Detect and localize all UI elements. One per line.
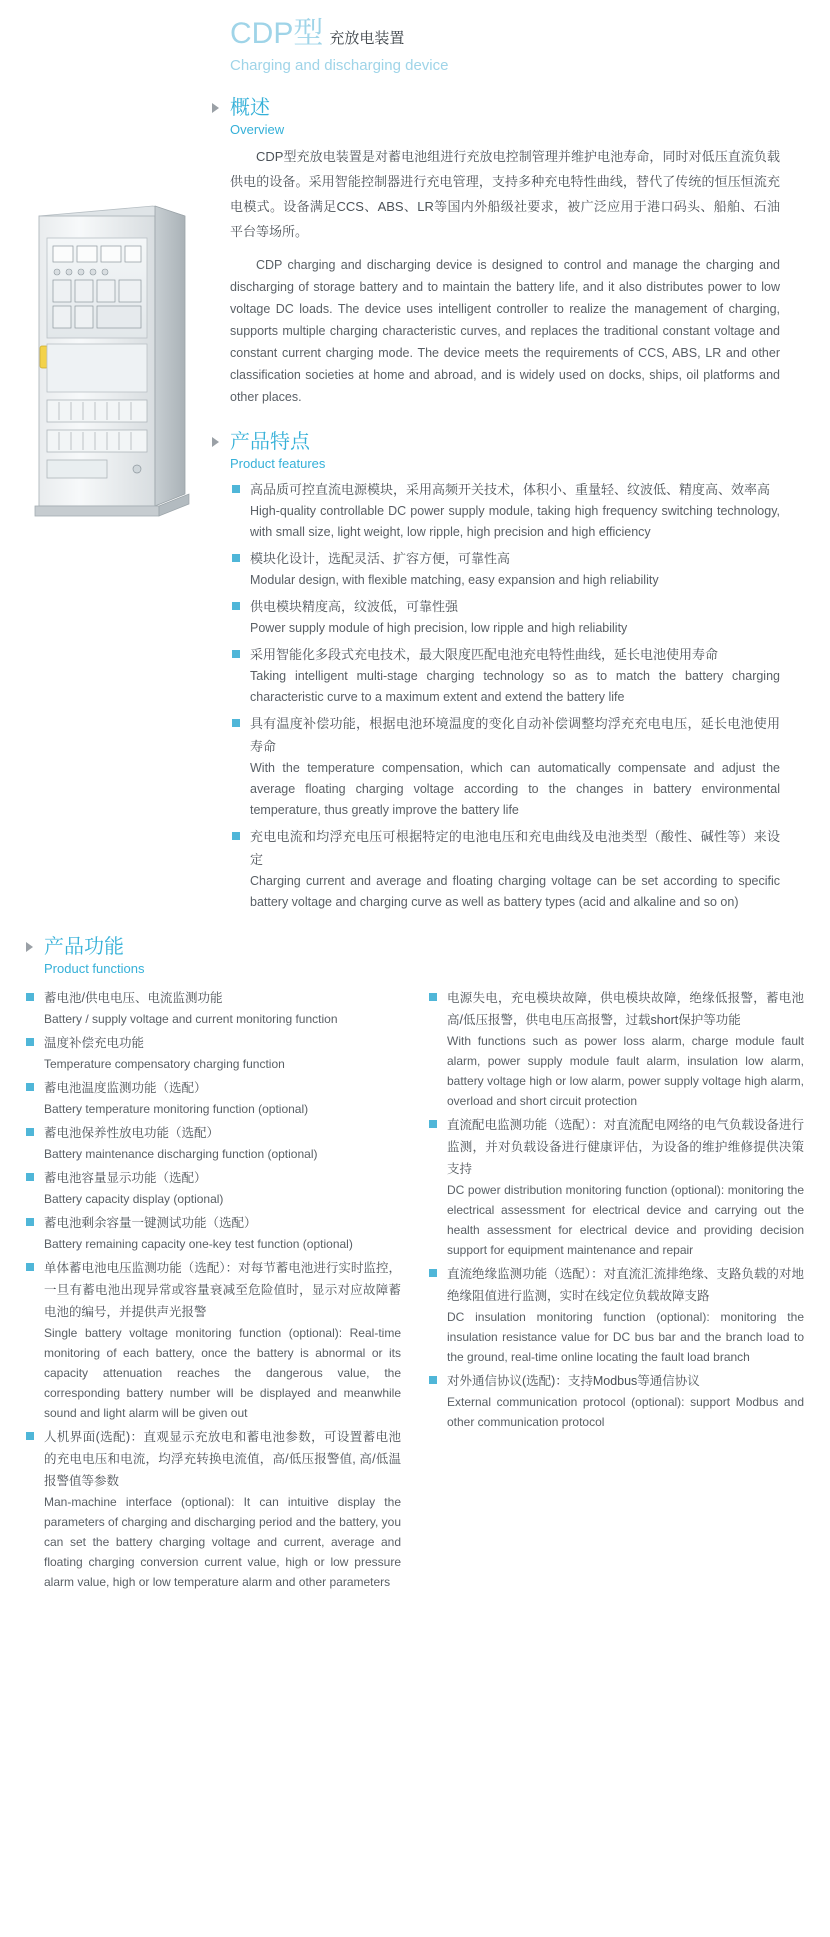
- function-en: Battery capacity display (optional): [44, 1192, 224, 1206]
- functions-section: [0, 935, 830, 1615]
- square-bullet-icon: [26, 993, 34, 1001]
- function-cn: 蓄电池剩余容量一键测试功能（选配）: [44, 1216, 257, 1230]
- function-cn: 温度补偿充电功能: [44, 1036, 145, 1050]
- square-bullet-icon: [26, 1128, 34, 1136]
- function-en: Battery temperature monitoring function (optional): [44, 1102, 309, 1116]
- functions-heading-cn: 产品功能: [44, 936, 124, 958]
- function-cn: 电源失电，充电模块故障，供电模块故障，绝缘低报警，蓄电池高/低压报警，供电电压高报警，过载short保护等功能: [447, 991, 804, 1027]
- function-cn: 蓄电池温度监测功能（选配）: [44, 1081, 207, 1095]
- list-item: [26, 1077, 401, 1119]
- title-cn-sub: 充放电装置: [329, 30, 405, 47]
- list-item: [26, 1257, 401, 1423]
- function-en: Single battery voltage monitoring function (optional): Real-time monitoring of each battery, once the battery is abnormal or its capacity attenuation reaches the dangerous value, the corresponding battery number will be displayed and meanwhile sound and light alarm will be given out: [44, 1326, 401, 1420]
- list-item: [26, 1426, 401, 1592]
- list-item: [26, 1122, 401, 1164]
- square-bullet-icon: [26, 1218, 34, 1226]
- feature-en: With the temperature compensation, which can automatically compensate and adjust the average floating charging voltage according to the changes in battery environmental temperature, thus greatly improve the battery life: [250, 761, 780, 817]
- top-section: [0, 96, 830, 913]
- function-en: Battery / supply voltage and current monitoring function: [44, 1012, 338, 1026]
- product-image: [25, 194, 205, 524]
- square-bullet-icon: [26, 1083, 34, 1091]
- functions-heading-en: Product functions: [44, 961, 145, 976]
- feature-cn: 充电电流和均浮充电压可根据特定的电池电压和充电曲线及电池类型（酸性、碱性等）来设定: [250, 829, 780, 867]
- square-bullet-icon: [429, 993, 437, 1001]
- list-item: [429, 1114, 804, 1260]
- functions-left-column: [26, 987, 401, 1595]
- feature-en: High-quality controllable DC power supply module, taking high frequency switching technology, with small size, light weight, low ripple, high precision and high efficiency: [250, 504, 780, 539]
- function-en: Battery maintenance discharging function (optional): [44, 1147, 318, 1161]
- function-en: Battery remaining capacity one-key test function (optional): [44, 1237, 353, 1251]
- square-bullet-icon: [232, 832, 240, 840]
- functions-columns: [26, 987, 804, 1595]
- page-title: [230, 18, 830, 55]
- square-bullet-icon: [26, 1432, 34, 1440]
- square-bullet-icon: [26, 1038, 34, 1046]
- function-cn: 直流绝缘监测功能（选配）：对直流汇流排绝缘、支路负载的对地绝缘阻值进行监测，实时在线定位负载故障支路: [447, 1267, 804, 1303]
- square-bullet-icon: [26, 1173, 34, 1181]
- cabinet-drawing: [25, 194, 205, 524]
- list-item: [26, 1212, 401, 1254]
- list-item: [429, 1370, 804, 1432]
- function-en: Temperature compensatory charging function: [44, 1057, 285, 1071]
- list-item: [230, 547, 780, 591]
- feature-en: Modular design, with flexible matching, easy expansion and high reliability: [250, 573, 659, 587]
- triangle-bullet-icon: [212, 103, 219, 113]
- function-cn: 直流配电监测功能（选配）：对直流配电网络的电气负载设备进行监测，并对负载设备进行健康评估，为设备的维护维修提供决策支持: [447, 1118, 804, 1176]
- list-item: [230, 595, 780, 639]
- function-en: External communication protocol (optional): support Modbus and other communication protocol: [447, 1395, 804, 1429]
- features-heading-cn: 产品特点: [230, 431, 310, 453]
- overview-heading: [230, 96, 780, 138]
- list-item: [230, 712, 780, 821]
- square-bullet-icon: [26, 1263, 34, 1271]
- function-en: With functions such as power loss alarm, charge module fault alarm, power supply module fault alarm, insulation low alarm, battery voltage high or low alarm, power supply voltage high alarm, overload and short circuit protection: [447, 1034, 804, 1108]
- feature-cn: 供电模块精度高，纹波低，可靠性强: [250, 599, 459, 614]
- overview-paragraph-cn: CDP型充放电装置是对蓄电池组进行充放电控制管理并维护电池寿命，同时对低压直流负载供电的设备。采用智能控制器进行充电管理，支持多种充电特性曲线，替代了传统的恒压恒流充电模式。设备满足CCS、ABS、LR等国内外船级社要求，被广泛应用于港口码头、船舶、石油平台等场所。: [230, 149, 780, 239]
- square-bullet-icon: [232, 554, 240, 562]
- overview-heading-en: Overview: [230, 122, 285, 137]
- square-bullet-icon: [429, 1120, 437, 1128]
- feature-cn: 具有温度补偿功能，根据电池环境温度的变化自动补偿调整均浮充充电电压，延长电池使用寿命: [250, 716, 780, 754]
- functions-right-list: [429, 987, 804, 1432]
- features-heading: [230, 430, 780, 472]
- overview-heading-cn: 概述: [230, 97, 270, 119]
- function-en: Man-machine interface (optional): It can intuitive display the parameters of charging and discharging period and the battery, you can set the battery charging voltage and current, average and floating charging conversion current value, high or low pressure alarm value, high or low temperature alarm and other parameters: [44, 1495, 401, 1589]
- square-bullet-icon: [232, 719, 240, 727]
- list-item: [429, 1263, 804, 1367]
- overview-paragraph-en: CDP charging and discharging device is designed to control and manage the charging and discharging of storage battery and to maintain the battery life, and it also distributes power to low voltage DC loads. The device uses intelligent controller to realize the management of charging, supports multiple charging characteristic curves, and replaces the traditional constant voltage and constant current charging mode. The device meets the requirements of CCS, ABS, LR and other classification societies at home and abroad, and is widely used on docks, ships, oil platforms and other places.: [230, 258, 780, 404]
- function-cn: 人机界面(选配)：直观显示充放电和蓄电池参数，可设置蓄电池的充电电压和电流，均浮充转换电流值，高/低压报警值, 高/低温报警值等参数: [44, 1430, 401, 1488]
- right-column: [230, 96, 800, 913]
- functions-left-list: [26, 987, 401, 1592]
- square-bullet-icon: [429, 1376, 437, 1384]
- features-heading-en: Product features: [230, 456, 326, 471]
- function-en: DC power distribution monitoring function (optional): monitoring the electrical assessment for electrical device and carrying out the health assessment for electrical device and providing decision support for equipment maintenance and repair: [447, 1183, 804, 1257]
- function-cn: 蓄电池容量显示功能（选配）: [44, 1171, 207, 1185]
- features-list: [230, 478, 780, 913]
- feature-en: Charging current and average and floating charging voltage can be set according to specific battery voltage and charging curve as well as battery types (acid and alkaline and so on): [250, 874, 780, 909]
- title-cn: CDP型 充放电装置: [230, 17, 405, 50]
- list-item: [26, 987, 401, 1029]
- feature-en: Taking intelligent multi-stage charging technology so as to match the battery charging characteristic curve to a maximum extent and extend the battery life: [250, 669, 780, 704]
- list-item: [230, 478, 780, 543]
- function-en: DC insulation monitoring function (optional): monitoring the insulation resistance value for DC bus bar and the branch load to the ground, real-time online locating the fault load branch: [447, 1310, 804, 1364]
- square-bullet-icon: [232, 650, 240, 658]
- list-item: [26, 1032, 401, 1074]
- function-cn: 对外通信协议(选配)：支持Modbus等通信协议: [447, 1374, 700, 1388]
- page-header: [0, 0, 830, 82]
- functions-right-column: [429, 987, 804, 1595]
- feature-cn: 模块化设计，选配灵活、扩容方便，可靠性高: [250, 551, 511, 566]
- square-bullet-icon: [232, 485, 240, 493]
- feature-en: Power supply module of high precision, low ripple and high reliability: [250, 621, 628, 635]
- function-cn: 蓄电池保养性放电功能（选配）: [44, 1126, 220, 1140]
- list-item: [230, 825, 780, 913]
- function-cn: 单体蓄电池电压监测功能（选配）：对每节蓄电池进行实时监控，一旦有蓄电池出现异常或容量衰减至危险值时，显示对应故障蓄电池的编号，并提供声光报警: [44, 1261, 401, 1319]
- square-bullet-icon: [429, 1269, 437, 1277]
- title-en: Charging and discharging device: [230, 57, 449, 74]
- feature-cn: 高品质可控直流电源模块，采用高频开关技术，体积小、重量轻、纹波低、精度高、效率高: [250, 482, 771, 497]
- list-item: [230, 643, 780, 708]
- square-bullet-icon: [232, 602, 240, 610]
- triangle-bullet-icon: [212, 437, 219, 447]
- feature-cn: 采用智能化多段式充电技术，最大限度匹配电池充电特性曲线，延长电池使用寿命: [250, 647, 719, 662]
- functions-heading: [44, 935, 804, 977]
- list-item: [429, 987, 804, 1111]
- function-cn: 蓄电池/供电电压、电流监测功能: [44, 991, 223, 1005]
- list-item: [26, 1167, 401, 1209]
- triangle-bullet-icon: [26, 942, 33, 952]
